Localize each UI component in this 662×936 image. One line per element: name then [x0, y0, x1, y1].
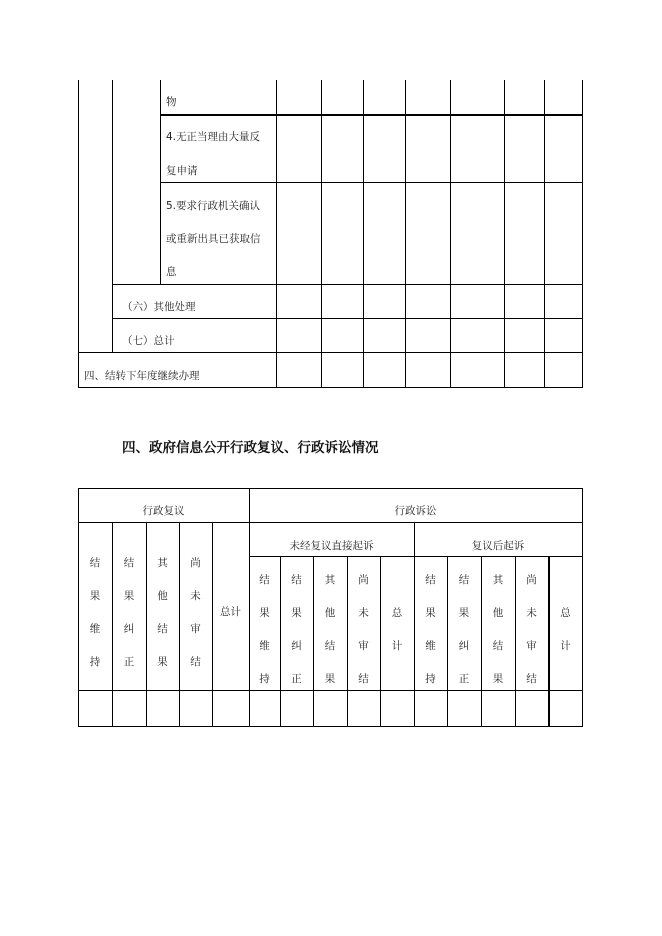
col-direct-total: 总 计 — [391, 607, 403, 652]
row-label-5-line3: 息 — [166, 266, 177, 278]
col-after-corrected: 结 果 纠 正 — [458, 574, 470, 685]
row-label-5-line2: 或重新出具已获取信 — [166, 233, 261, 245]
section-title: 四、政府信息公开行政复议、行政诉讼情况 — [122, 440, 379, 456]
col-review-corrected: 结 果 纠 正 — [123, 557, 135, 668]
table-rule — [212, 522, 213, 727]
table-rule — [450, 80, 451, 388]
table-rule — [582, 488, 583, 727]
col-after-other: 其 他 结 果 — [492, 574, 504, 685]
row-label-tail: 物 — [166, 96, 177, 108]
col-direct-sustained: 结 果 维 持 — [259, 574, 270, 685]
row-label-other-handling: （六）其他处理 — [122, 301, 196, 313]
table-rule — [582, 80, 583, 388]
row-label-4-line2: 复申请 — [166, 165, 198, 177]
table-rule — [78, 726, 583, 727]
table-rule — [78, 80, 79, 388]
col-after-pending: 尚 未 审 结 — [526, 574, 537, 685]
table-rule — [504, 80, 505, 388]
row-label-total: （七）总计 — [122, 335, 175, 347]
table-rule — [112, 80, 113, 352]
col-after-sustained: 结 果 维 持 — [425, 574, 436, 685]
header-direct-suit: 未经复议直接起诉 — [289, 540, 374, 552]
col-direct-pending: 尚 未 审 结 — [358, 574, 369, 685]
table-rule — [363, 80, 364, 388]
table-rule — [249, 556, 583, 557]
table-rule — [112, 318, 583, 319]
table-rule — [160, 114, 583, 116]
header-after-review-suit: 复议后起诉 — [471, 540, 525, 552]
table-rule — [78, 488, 583, 489]
col-review-pending: 尚 未 审 结 — [190, 557, 201, 668]
table-rule — [405, 80, 406, 388]
table-rule — [112, 284, 583, 285]
table-rule — [160, 182, 583, 183]
col-direct-corrected: 结 果 纠 正 — [291, 574, 302, 685]
row-label-carry-over: 四、结转下年度继续办理 — [84, 370, 200, 382]
col-review-total: 总计 — [220, 606, 241, 618]
table-rule — [544, 80, 545, 388]
table-rule — [321, 80, 322, 388]
row-label-5-line1: 5.要求行政机关确认 — [166, 200, 261, 212]
col-review-sustained: 结 果 维 持 — [89, 557, 101, 668]
table-rule — [276, 80, 277, 388]
table-rule — [78, 352, 583, 353]
col-after-total: 总 计 — [560, 607, 571, 652]
header-admin-review: 行政复议 — [142, 505, 185, 517]
table-rule — [78, 387, 583, 388]
table-rule — [160, 80, 161, 284]
table-rule — [78, 522, 583, 523]
col-review-other: 其 他 结 果 — [157, 557, 168, 668]
row-label-4-line1: 4.无正当理由大量反 — [166, 131, 261, 143]
col-direct-other: 其 他 结 果 — [324, 574, 336, 685]
header-admin-litigation: 行政诉讼 — [394, 505, 437, 517]
